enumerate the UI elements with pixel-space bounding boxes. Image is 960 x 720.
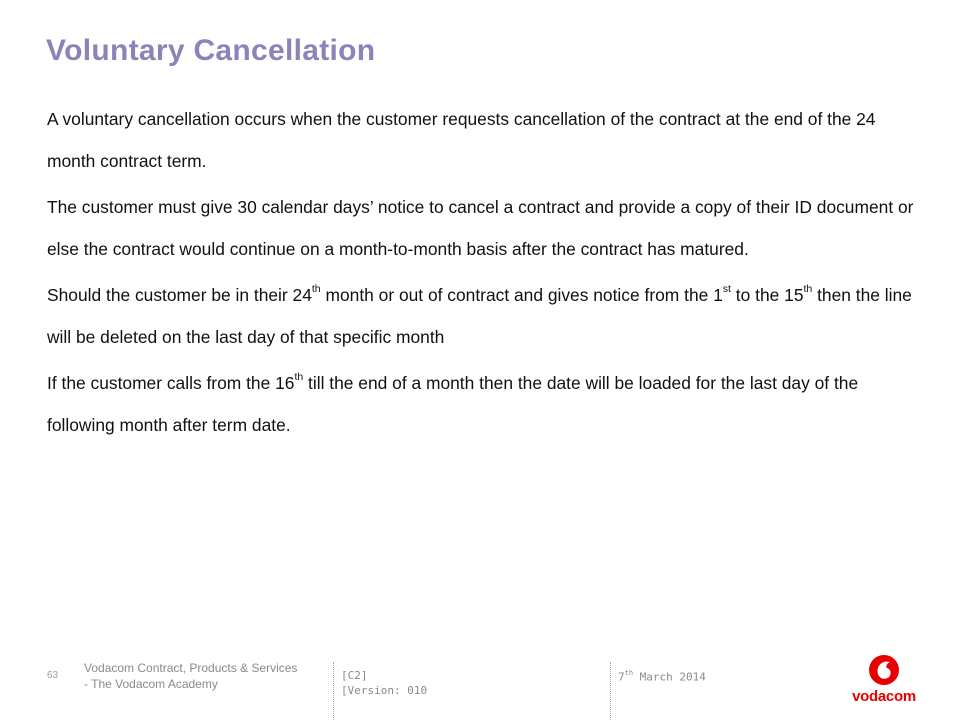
paragraph-2: The customer must give 30 calendar days’ notice to cancel a contract and provide a copy of their ID document or else the contract would continue on a month-to-month basis after the contract has matured. bbox=[47, 197, 914, 259]
date-suffix: th bbox=[624, 669, 634, 677]
ordinal-suffix: th bbox=[294, 371, 304, 384]
paragraph-3-part-d: then the line will be deleted on the last day of that specific month bbox=[47, 285, 912, 347]
footer-divider bbox=[333, 662, 334, 720]
paragraph-3-part-a: Should the customer be in their 24 bbox=[47, 285, 312, 305]
date-rest: March 2014 bbox=[633, 670, 706, 684]
ordinal-suffix: th bbox=[803, 283, 813, 296]
classification-label bbox=[341, 668, 427, 698]
classification-line-2: [Version: 010 bbox=[341, 684, 428, 697]
vodacom-logo bbox=[848, 650, 920, 714]
footer-title: Vodacom Contract, Products & Services - The Vodacom Academy bbox=[84, 661, 298, 691]
footer-divider bbox=[610, 662, 611, 720]
logo-wordmark: vodacom bbox=[852, 688, 916, 705]
classification-line-1: [C2] bbox=[341, 669, 368, 682]
slide-footer bbox=[0, 650, 960, 720]
paragraph-3-part-c: to the 15 bbox=[730, 285, 804, 305]
paragraph-3-part-b: month or out of contract and gives notice from the 1 bbox=[320, 285, 723, 305]
page-number: 63 bbox=[47, 670, 59, 681]
paragraph-4 bbox=[47, 362, 927, 446]
paragraph-3 bbox=[47, 274, 927, 358]
paragraph-4-part-b: till the end of a month then the date will be loaded for the last day of the following month after term date. bbox=[47, 373, 859, 435]
paragraph-1: A voluntary cancellation occurs when the customer requests cancellation of the contract at the end of the 24 month contract term. bbox=[47, 109, 876, 171]
paragraph-4-part-a: If the customer calls from the 16 bbox=[47, 373, 295, 393]
footer-date bbox=[618, 670, 706, 684]
ordinal-suffix: st bbox=[722, 283, 731, 296]
ordinal-suffix: th bbox=[311, 283, 321, 296]
slide-body bbox=[47, 98, 927, 450]
slide-title: Voluntary Cancellation bbox=[46, 34, 376, 67]
vodafone-speechmark-icon bbox=[848, 650, 920, 690]
date-day: 7 bbox=[618, 670, 625, 684]
